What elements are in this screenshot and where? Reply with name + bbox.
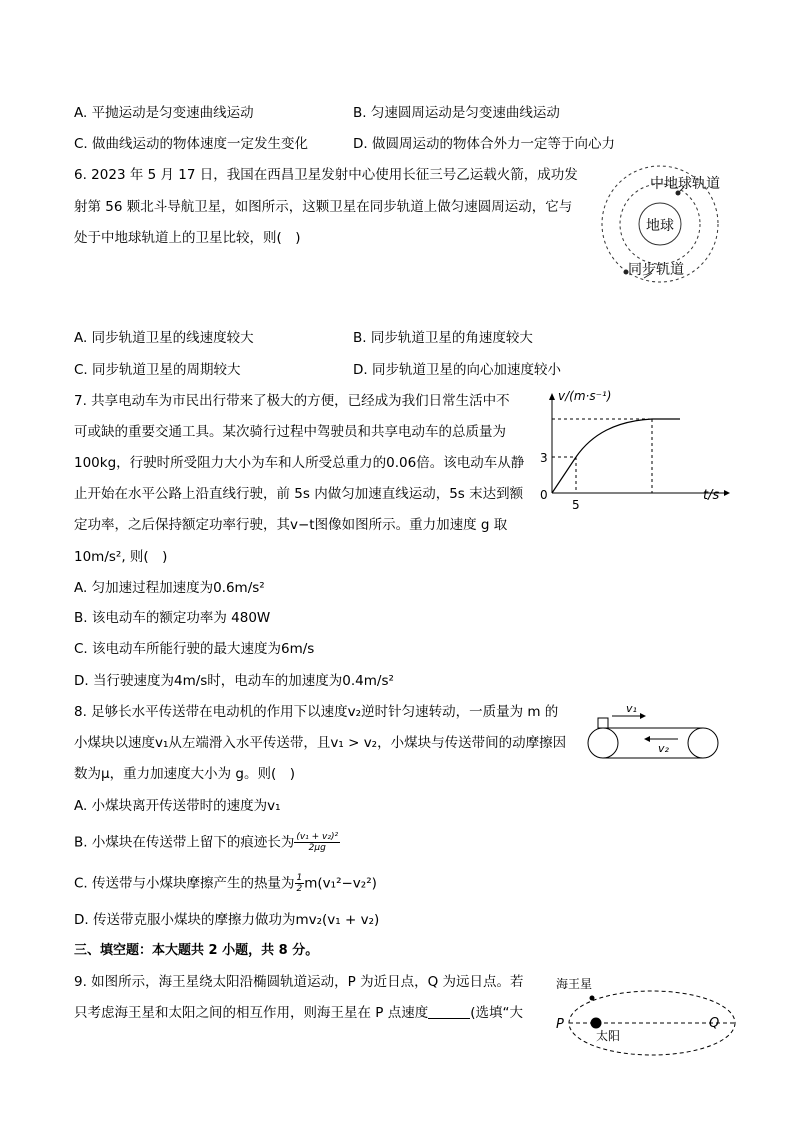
orbit-figure: [596, 160, 736, 295]
meo-label: 中地球轨道: [650, 176, 720, 192]
q7-stem-line4: 止开始在水平公路上沿直线行驶，前 5s 内做匀加速直线运动，5s 末达到额: [74, 486, 524, 502]
curved-segment: [576, 419, 680, 457]
x-axis-arrow: [724, 490, 730, 496]
q7-option-b: B. 该电动车的额定功率为 480W: [74, 610, 271, 626]
q-label: Q: [709, 1016, 720, 1031]
neptune-label: 海王星: [556, 977, 593, 991]
p-label: P: [556, 1017, 564, 1032]
ellipse-orbit-figure: [552, 972, 742, 1062]
q6-option-c: C. 同步轨道卫星的周期较大: [74, 362, 241, 378]
q8-option-c-text: C. 传送带与小煤块摩擦产生的热量为: [74, 875, 295, 892]
q5-option-b: B. 匀速圆周运动是匀变速曲线运动: [353, 105, 560, 121]
q5-option-a: A. 平抛运动是匀变速曲线运动: [74, 105, 254, 121]
q6-option-b: B. 同步轨道卫星的角速度较大: [353, 330, 533, 346]
x-axis-label: t/s: [703, 488, 720, 503]
right-roller: [688, 728, 718, 758]
q8-option-b: [74, 832, 340, 853]
fraction-numerator: 1: [296, 873, 303, 883]
q7-stem-line1: 7. 共享电动车为市民出行带来了极大的方便，已经成为我们日常生活中不: [74, 393, 510, 409]
v1-label: v₁: [626, 702, 637, 715]
q5-option-c: C. 做曲线运动的物体速度一定发生变化: [74, 136, 309, 152]
fraction-denominator: 2: [296, 884, 303, 894]
y-axis-arrow: [549, 393, 555, 400]
section3-heading: 三、填空题：本大题共 2 小题，共 8 分。: [74, 943, 319, 958]
geo-label: 同步轨道: [628, 262, 684, 278]
q6-stem-line1: 6. 2023 年 5 月 17 日，我国在西昌卫星发射中心使用长征三号乙运载火箭，成功发: [74, 167, 578, 183]
q9-stem-line2-text: 只考虑海王星和太阳之间的相互作用，则海王星在 P 点速度: [74, 1005, 429, 1021]
q7-option-d: D. 当行驶速度为4m/s时，电动车的加速度为0.4m/s²: [74, 673, 394, 689]
q8-option-c-suffix: m(v₁²−v₂²): [304, 875, 377, 892]
v2-arrowhead: [644, 736, 650, 742]
fraction-denominator: 2μg: [308, 843, 326, 853]
q7-stem-line3: 100kg，行驶时所受阻力大小为车和人所受总重力的0.06倍。该电动车从静: [74, 455, 525, 471]
y-axis-label: v/(m·s⁻¹): [558, 389, 612, 403]
neptune-dot: [590, 996, 595, 1001]
q7-option-c: C. 该电动车所能行驶的最大速度为6m/s: [74, 641, 315, 657]
origin-label: 0: [540, 488, 548, 502]
sun-label: 太阳: [596, 1029, 621, 1043]
q7-stem-line5: 定功率，之后保持额定功率行驶，其v−t图像如图所示。重力加速度 g 取: [74, 517, 508, 533]
v2-label: v₂: [658, 742, 669, 755]
v1-arrowhead: [640, 713, 646, 719]
q7-stem-line2: 可或缺的重要交通工具。某次骑行过程中驾驶员和共享电动车的总质量为: [74, 424, 506, 440]
vt-graph: [534, 388, 734, 513]
q9-stem-line2: [74, 1003, 523, 1023]
q8-option-b-fraction: [294, 832, 340, 853]
fraction-numerator: (v₁ + v₂)²: [296, 832, 339, 842]
q6-option-d: D. 同步轨道卫星的向心加速度较小: [353, 362, 561, 378]
q5-option-d: D. 做圆周运动的物体合外力一定等于向心力: [353, 136, 615, 152]
q8-option-c: [74, 873, 377, 894]
earth-label: 地球: [646, 218, 674, 234]
q9-stem-line2-suffix: (选填“大: [470, 1005, 523, 1021]
sun-dot: [591, 1018, 602, 1029]
q8-option-c-fraction: [295, 873, 305, 894]
q8-stem-line1: 8. 足够长水平传送带在电动机的作用下以速度v₂逆时针匀速转动，一质量为 m 的: [74, 704, 559, 720]
q8-option-a: A. 小煤块离开传送带时的速度为v₁: [74, 798, 281, 814]
q7-option-a: A. 匀加速过程加速度为0.6m/s²: [74, 580, 265, 596]
linear-segment: [552, 457, 576, 493]
q8-stem-line2: 小煤块以速度v₁从左端滑入水平传送带，且v₁ > v₂，小煤块与传送带间的动摩擦因: [74, 735, 567, 751]
left-roller: [588, 728, 618, 758]
q6-option-a: A. 同步轨道卫星的线速度较大: [74, 330, 254, 346]
q9-stem-line1: 9. 如图所示，海王星绕太阳沿椭圆轨道运动，P 为近日点，Q 为远日点。若: [74, 974, 524, 990]
coal-block: [598, 718, 608, 728]
q8-option-d: D. 传送带克服小煤块的摩擦力做功为mv₂(v₁ + v₂): [74, 912, 380, 928]
conveyor-figure: [586, 702, 722, 764]
y-tick-label: 3: [540, 451, 548, 465]
x-tick-label: 5: [572, 498, 580, 512]
answer-blank[interactable]: [428, 1004, 470, 1019]
q6-stem-line3: 处于中地球轨道上的卫星比较，则( ): [74, 230, 301, 246]
q8-option-b-text: B. 小煤块在传送带上留下的痕迹长为: [74, 834, 295, 851]
q6-stem-line2: 射第 56 颗北斗导航卫星，如图所示，这颗卫星在同步轨道上做匀速圆周运动，它与: [74, 199, 573, 215]
q7-stem-line6: 10m/s², 则( ): [74, 549, 168, 565]
q8-stem-line3: 数为μ，重力加速度大小为 g。则( ): [74, 766, 295, 782]
